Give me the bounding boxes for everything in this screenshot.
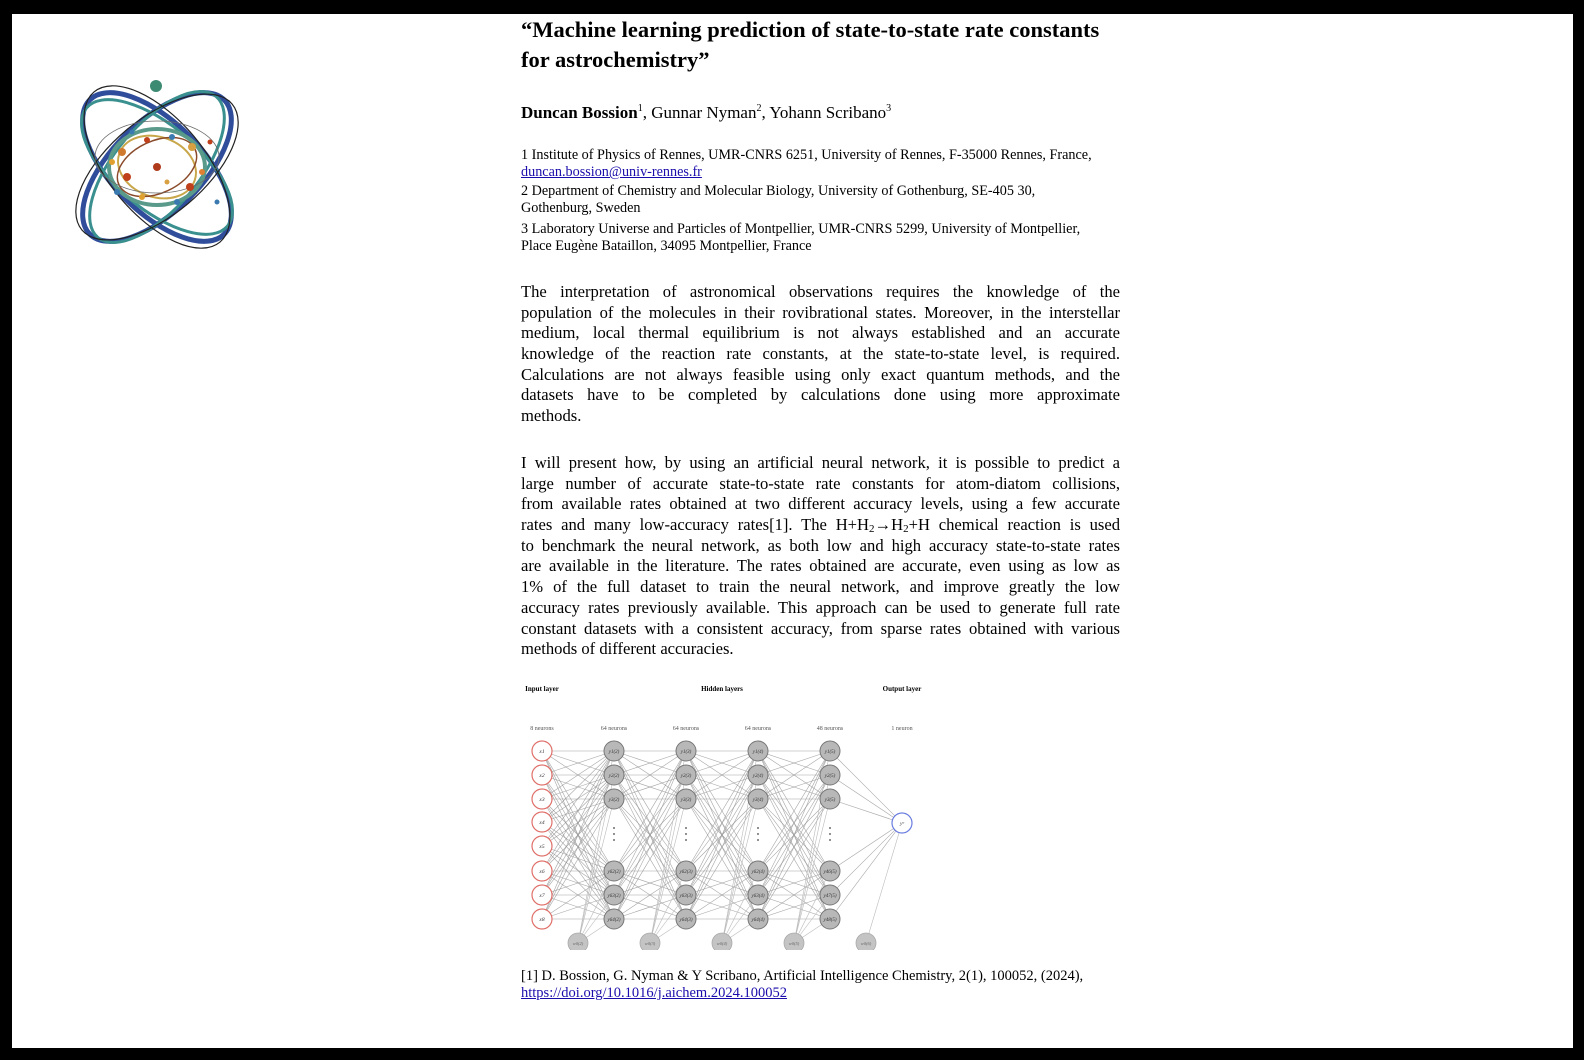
neuron-label: x1 bbox=[539, 749, 545, 755]
ellipsis-dot bbox=[757, 839, 759, 841]
text-line: population of the molecules in their rovibrational states. Moreover, in the interstellar bbox=[521, 302, 1120, 322]
text-line: large number of accurate state-to-state rate constants for atom-diatom collisions, bbox=[521, 473, 1120, 493]
text-line: I will present how, by using an artificial neural network, it is possible to predict a bbox=[521, 453, 1120, 472]
neuron-label: y62(4) bbox=[751, 870, 765, 875]
bias-label: w0(5) bbox=[788, 941, 800, 946]
bias-label: w0(6) bbox=[860, 941, 872, 946]
neuron-label: y64(4) bbox=[751, 918, 765, 923]
ellipsis-dot bbox=[613, 833, 615, 835]
abstract-paragraph-2 bbox=[521, 453, 1120, 660]
author-name: Yohann Scribano bbox=[769, 103, 887, 122]
neuron-label: x7 bbox=[539, 893, 545, 899]
ellipsis-dot bbox=[757, 827, 759, 829]
ellipsis-dot bbox=[613, 827, 615, 829]
title-line-1: “Machine learning prediction of state-to-state rate constants bbox=[521, 17, 1100, 42]
ellipsis-dot bbox=[829, 839, 831, 841]
layer-neuron-count: 64 neurons bbox=[672, 726, 700, 732]
affiliation-2 bbox=[521, 183, 1121, 217]
author-affiliation-mark: 2 bbox=[756, 103, 762, 114]
layer-neuron-count: 64 neurons bbox=[744, 726, 772, 732]
title-line-2: for astrochemistry” bbox=[521, 47, 710, 72]
neuron-label: y64(3) bbox=[679, 918, 693, 923]
affiliation-text: 1 Institute of Physics of Rennes, UMR-CNRS 6251, University of Rennes, F-35000 Rennes, France, bbox=[521, 147, 1092, 163]
ellipsis-dot bbox=[757, 833, 759, 835]
affiliation-3 bbox=[521, 221, 1121, 255]
text-line: medium, local thermal equilibrium is not always established and an accurate bbox=[521, 323, 1120, 343]
neuron-label: x8 bbox=[539, 917, 545, 923]
hidden-layers-header: Hidden layers bbox=[701, 685, 743, 693]
ellipsis-dot bbox=[685, 839, 687, 841]
neuron-label: y47(5) bbox=[823, 894, 837, 899]
affiliation-text-cont: Place Eugène Bataillon, 34095 Montpellier, France bbox=[521, 238, 812, 254]
text-line: Calculations are not always feasible using only exact quantum methods, and the bbox=[521, 364, 1120, 384]
email-link[interactable]: duncan.bossion@univ-rennes.fr bbox=[521, 164, 702, 180]
reaction-mid: →H bbox=[874, 515, 904, 535]
input-layer-header: Input layer bbox=[525, 685, 559, 693]
neuron-label: y63(2) bbox=[607, 894, 621, 899]
affiliation-1 bbox=[521, 147, 1121, 181]
text-line: datasets have to be completed by calculations done using more approximate bbox=[521, 385, 1120, 405]
text-line: constant datasets with a consistent accuracy, from sparse rates obtained with various bbox=[521, 618, 1120, 638]
neuron-label: y1(2) bbox=[608, 750, 620, 755]
author-name-presenting: Duncan Bossion bbox=[521, 103, 638, 122]
network-edge bbox=[830, 775, 902, 823]
neuron-label: y62(2) bbox=[607, 870, 621, 875]
neuron-label: y3(2) bbox=[608, 798, 620, 803]
text-line: are available in the literature. The rates obtained are accurate, even using as low as bbox=[521, 556, 1120, 576]
neuron-label: y2(2) bbox=[608, 774, 620, 779]
neuron-label: y1(3) bbox=[680, 750, 692, 755]
neuron-label: y63(4) bbox=[751, 894, 765, 899]
neuron-label: y64(2) bbox=[607, 918, 621, 923]
doi-link[interactable]: https://doi.org/10.1016/j.aichem.2024.100052 bbox=[521, 985, 787, 1001]
reaction-pre: rates and many low-accuracy rates[1]. The H+H bbox=[521, 515, 870, 535]
author-affiliation-mark: 1 bbox=[637, 103, 643, 114]
page bbox=[12, 14, 1573, 1048]
text-line: from available rates obtained at two different accuracy levels, using a few accurate bbox=[521, 494, 1120, 514]
neuron-label: y3(3) bbox=[680, 798, 692, 803]
neuron-label: y48(5) bbox=[823, 918, 837, 923]
layer-neuron-count: 8 neurons bbox=[530, 726, 554, 732]
text-line: accuracy rates previously available. This approach can be used to generate full rate bbox=[521, 597, 1120, 617]
neuron-label: x3 bbox=[539, 797, 545, 803]
network-edge bbox=[830, 751, 902, 823]
bias-label: w0(4) bbox=[716, 941, 728, 946]
neuron-label: x5 bbox=[539, 844, 545, 850]
text-line: knowledge of the reaction rate constants, at the state-to-state level, is required. bbox=[521, 344, 1120, 364]
reaction-post: +H chemical reaction is used bbox=[908, 515, 1120, 535]
reference-text: [1] D. Bossion, G. Nyman & Y Scribano, Artificial Intelligence Chemistry, 2(1), 100052, (2024), bbox=[521, 968, 1084, 984]
author-name: Gunnar Nyman bbox=[651, 103, 757, 122]
text-line: methods of different accuracies. bbox=[521, 639, 734, 659]
ellipsis-dot bbox=[829, 827, 831, 829]
neuron-label: y3(5) bbox=[824, 798, 836, 803]
neuron-label: y2(3) bbox=[680, 774, 692, 779]
subscript: 2 bbox=[903, 523, 909, 536]
network-edges bbox=[542, 751, 905, 943]
layer-neuron-count: 1 neuron bbox=[891, 726, 913, 732]
author-list bbox=[521, 102, 891, 124]
ellipsis-dot bbox=[685, 833, 687, 835]
text-line: to benchmark the neural network, as both low and high accuracy state-to-state rates bbox=[521, 535, 1120, 555]
author-separator: , bbox=[761, 103, 770, 122]
neural-network-figure bbox=[521, 680, 941, 950]
author-affiliation-mark: 3 bbox=[886, 103, 892, 114]
atom-logo-image bbox=[52, 62, 262, 272]
bias-label: w0(3) bbox=[644, 941, 656, 946]
abstract-title bbox=[521, 15, 1121, 75]
layer-neuron-count: 64 neurons bbox=[600, 726, 628, 732]
ellipsis-dot bbox=[685, 827, 687, 829]
ellipsis-dot bbox=[829, 833, 831, 835]
neuron-label: yᵒ bbox=[899, 821, 905, 827]
neuron-label: y1(4) bbox=[752, 750, 764, 755]
abstract-paragraph-1 bbox=[521, 282, 1120, 427]
text-line: The interpretation of astronomical observations requires the knowledge of the bbox=[521, 282, 1120, 301]
neuron-label: y63(3) bbox=[679, 894, 693, 899]
layer-neuron-count: 48 neurons bbox=[816, 726, 844, 732]
neuron-label: y2(4) bbox=[752, 774, 764, 779]
neuron-label: x2 bbox=[539, 773, 545, 779]
text-line-with-reaction bbox=[521, 515, 1120, 536]
bias-label: w0(2) bbox=[572, 941, 584, 946]
neuron-label: x6 bbox=[539, 869, 545, 875]
reference bbox=[521, 968, 1141, 1002]
neuron-label: x4 bbox=[539, 820, 545, 826]
subscript: 2 bbox=[869, 523, 875, 536]
neuron-label: y1(5) bbox=[824, 750, 836, 755]
output-layer-header: Output layer bbox=[882, 685, 922, 693]
neuron-label: y46(5) bbox=[823, 870, 837, 875]
affiliation-text: 2 Department of Chemistry and Molecular Biology, University of Gothenburg, SE-405 30, bbox=[521, 183, 1036, 199]
network-edge bbox=[542, 751, 614, 846]
neuron-label: y2(5) bbox=[824, 774, 836, 779]
neuron-label: y62(3) bbox=[679, 870, 693, 875]
network-edge bbox=[830, 799, 902, 823]
affiliation-text: 3 Laboratory Universe and Particles of Montpellier, UMR-CNRS 5299, University of Montpellier, bbox=[521, 221, 1081, 237]
author-separator: , bbox=[642, 103, 652, 122]
text-line: methods. bbox=[521, 406, 582, 426]
ellipsis-dot bbox=[613, 839, 615, 841]
affiliation-text-cont: Gothenburg, Sweden bbox=[521, 200, 641, 216]
text-line: 1% of the full dataset to train the neural network, and improve greatly the low bbox=[521, 577, 1120, 597]
neuron-label: y3(4) bbox=[752, 798, 764, 803]
